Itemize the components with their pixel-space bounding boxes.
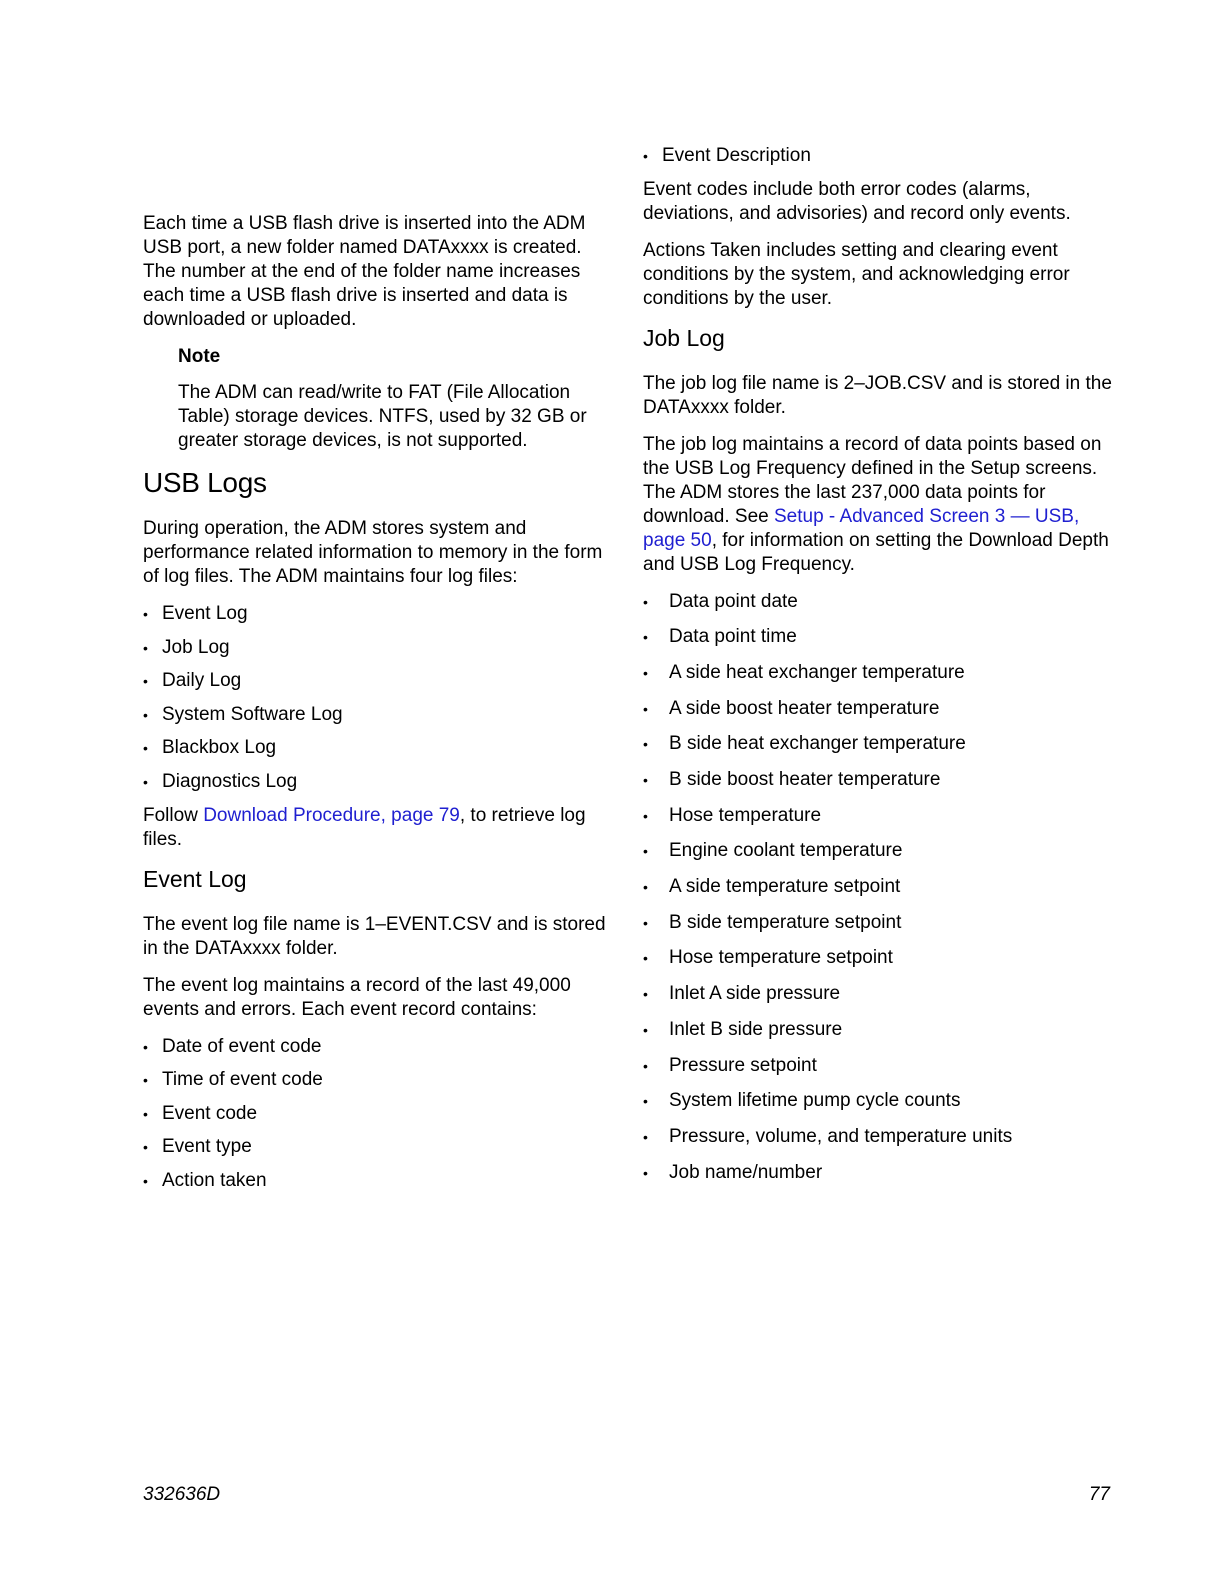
event-codes-paragraph: Event codes include both error codes (alarms, deviations, and advisories) and record only events. — [643, 178, 1071, 224]
job-log-heading: Job Log — [643, 324, 725, 351]
list-item: • A side boost heater temperature — [643, 697, 1113, 721]
list-item: • A side temperature setpoint — [643, 875, 1113, 899]
list-item: • B side temperature setpoint — [643, 911, 1113, 935]
list-item: • Data point time — [643, 625, 1113, 649]
document-number: 332636D — [143, 1484, 221, 1505]
follow-prefix: Follow — [143, 804, 204, 826]
usb-logs-heading: USB Logs — [143, 467, 267, 498]
left-column — [143, 212, 613, 1203]
list-item: • Data point date — [643, 590, 1113, 614]
actions-taken-paragraph: Actions Taken includes setting and clearing event conditions by the system, and acknowledging error conditions by the user. — [643, 239, 1070, 309]
list-item: • Time of event code — [143, 1068, 613, 1092]
list-item: • Pressure setpoint — [643, 1054, 1113, 1078]
list-item: • Date of event code — [143, 1035, 613, 1059]
list-item: • Hose temperature setpoint — [643, 946, 1113, 970]
note-text: The ADM can read/write to FAT (File Allocation Table) storage devices. NTFS, used by 32 GB or greater storage devices, is not supported. — [178, 382, 587, 451]
list-item: • Inlet B side pressure — [643, 1018, 1113, 1042]
job-log-p2-suffix: , for information on setting the Download Depth and USB Log Frequency. — [643, 529, 1109, 575]
log-files-list — [143, 602, 613, 794]
list-item: • B side boost heater temperature — [643, 768, 1113, 792]
list-item: • Event Description — [643, 144, 1113, 168]
download-procedure-link[interactable]: Download Procedure, page 79 — [203, 804, 460, 826]
intro-paragraph: Each time a USB flash drive is inserted into the ADM USB port, a new folder named DATAxxxx is created. The number at the end of the folder name increases each time a USB flash drive is inserted and data is downloaded or uploaded. — [143, 213, 586, 330]
list-item: • Daily Log — [143, 669, 613, 693]
right-column — [643, 144, 1113, 1196]
job-log-paragraph-1: The job log file name is 2–JOB.CSV and is stored in the DATAxxxx folder. — [643, 372, 1112, 418]
list-item: • Hose temperature — [643, 804, 1113, 828]
list-item: • B side heat exchanger temperature — [643, 732, 1113, 756]
event-log-heading: Event Log — [143, 865, 247, 892]
list-item: • Event code — [143, 1102, 613, 1126]
list-item: • Event Log — [143, 602, 613, 626]
follow-paragraph — [143, 804, 613, 852]
job-log-p2-prefix: The job log maintains a record of data points based on the USB Log Frequency defined in the Setup screens. The ADM stores the last 237,000 data points for download. See — [643, 433, 1102, 527]
job-log-paragraph-2 — [643, 433, 1113, 577]
list-item: • Pressure, volume, and temperature units — [643, 1125, 1113, 1149]
page-number: 77 — [1088, 1484, 1110, 1505]
usb-logs-paragraph: During operation, the ADM stores system and performance related information to memory in the form of log files. The ADM maintains four log files: — [143, 518, 603, 587]
follow-suffix: , to retrieve log files. — [143, 804, 586, 850]
setup-advanced-screen-link[interactable]: Setup - Advanced Screen 3 — USB, page 50 — [643, 505, 1080, 551]
job-data-points-list — [643, 590, 1113, 1185]
list-item: • Diagnostics Log — [143, 770, 613, 794]
list-item: • System Software Log — [143, 703, 613, 727]
list-item: • Action taken — [143, 1169, 613, 1193]
list-item: • System lifetime pump cycle counts — [643, 1089, 1113, 1113]
list-item: • Job Log — [143, 636, 613, 660]
event-log-paragraph-1: The event log file name is 1–EVENT.CSV and is stored in the DATAxxxx folder. — [143, 913, 606, 959]
list-item: • Inlet A side pressure — [643, 982, 1113, 1006]
event-record-list — [143, 1035, 613, 1193]
list-item: • Blackbox Log — [143, 736, 613, 760]
note-block — [178, 345, 613, 453]
list-item: • A side heat exchanger temperature — [643, 661, 1113, 685]
list-item: • Job name/number — [643, 1161, 1113, 1185]
list-item: • Event type — [143, 1135, 613, 1159]
event-log-paragraph-2: The event log maintains a record of the last 49,000 events and errors. Each event record contains: — [143, 974, 571, 1020]
note-label: Note — [178, 346, 221, 367]
event-record-list-continued — [643, 144, 1113, 168]
list-item: • Engine coolant temperature — [643, 839, 1113, 863]
